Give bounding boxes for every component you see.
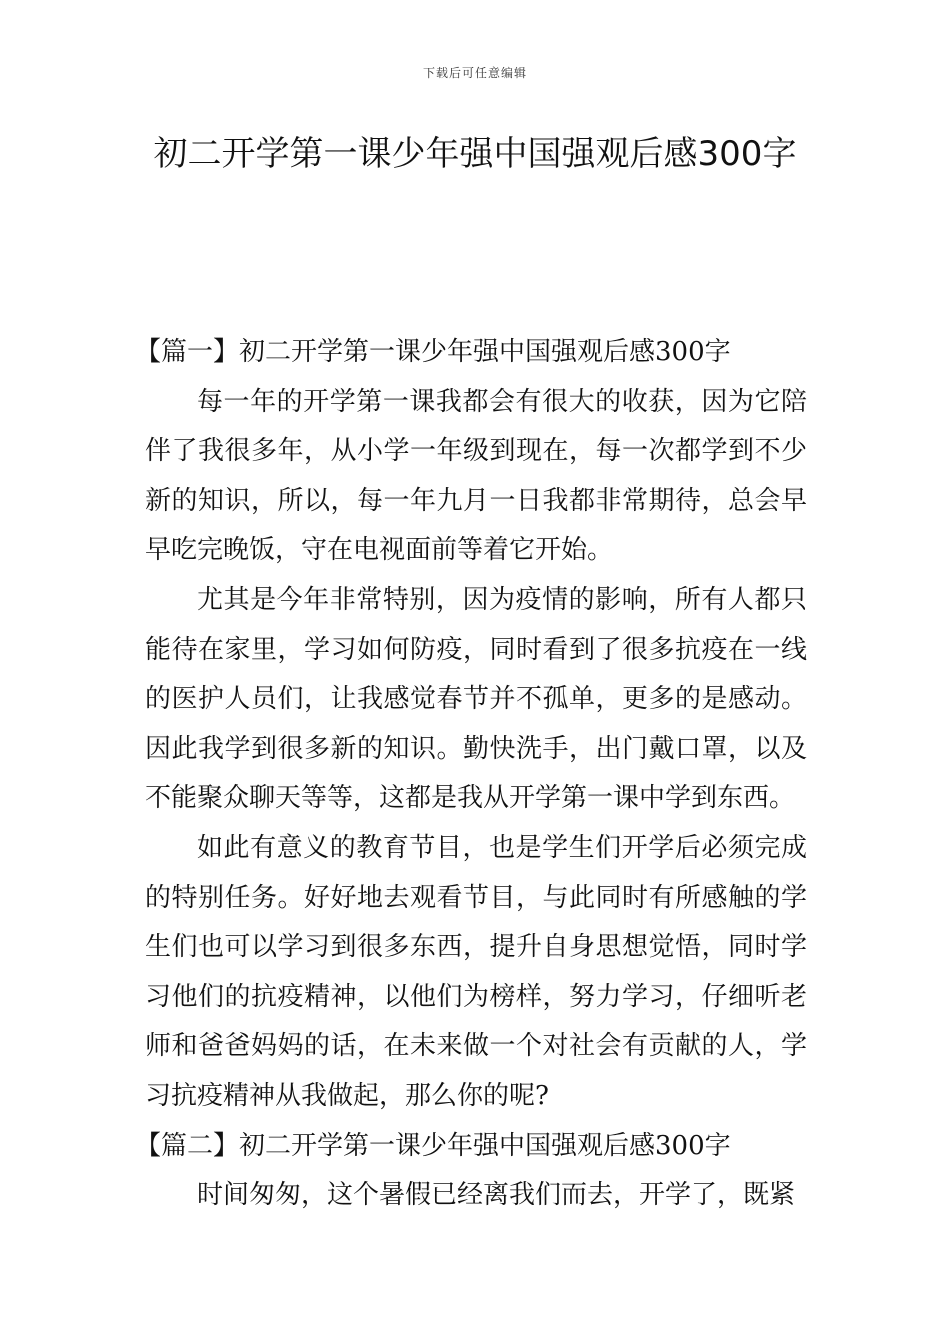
paragraph: 如此有意义的教育节目，也是学生们开学后必须完成的特别任务。好好地去观看节目，与此同时有所感触的学生们也可以学习到很多东西，提升自身思想觉悟，同时学习他们的抗疫精神，以他们为榜样，努力学习，仔细听老师和爸爸妈妈的话，在未来做一个对社会有贡献的人，学习抗疫精神从我做起，那么你的呢?	[145, 832, 807, 1111]
document-title: 初二开学第一课少年强中国强观后感300字	[153, 134, 797, 174]
document-body	[135, 328, 807, 1221]
header-note: 下载后可任意编辑	[422, 66, 527, 80]
section-heading-1: 【篇一】初二开学第一课少年强中国强观后感300字	[135, 337, 731, 367]
paragraph: 尤其是今年非常特别，因为疫情的影响，所有人都只能待在家里，学习如何防疫，同时看到了很多抗疫在一线的医护人员们，让我感觉春节并不孤单，更多的是感动。因此我学到很多新的知识。勤快洗手，出门戴口罩，以及不能聚众聊天等等，这都是我从开学第一课中学到东西。	[145, 584, 807, 814]
paragraph: 每一年的开学第一课我都会有很大的收获，因为它陪伴了我很多年，从小学一年级到现在，每一次都学到不少新的知识，所以，每一年九月一日我都非常期待，总会早早吃完晚饭，守在电视面前等着它开始。	[145, 386, 807, 566]
paragraph: 时间匆匆，这个暑假已经离我们而去，开学了，既紧	[197, 1180, 796, 1211]
section-heading-2: 【篇二】初二开学第一课少年强中国强观后感300字	[135, 1130, 731, 1161]
